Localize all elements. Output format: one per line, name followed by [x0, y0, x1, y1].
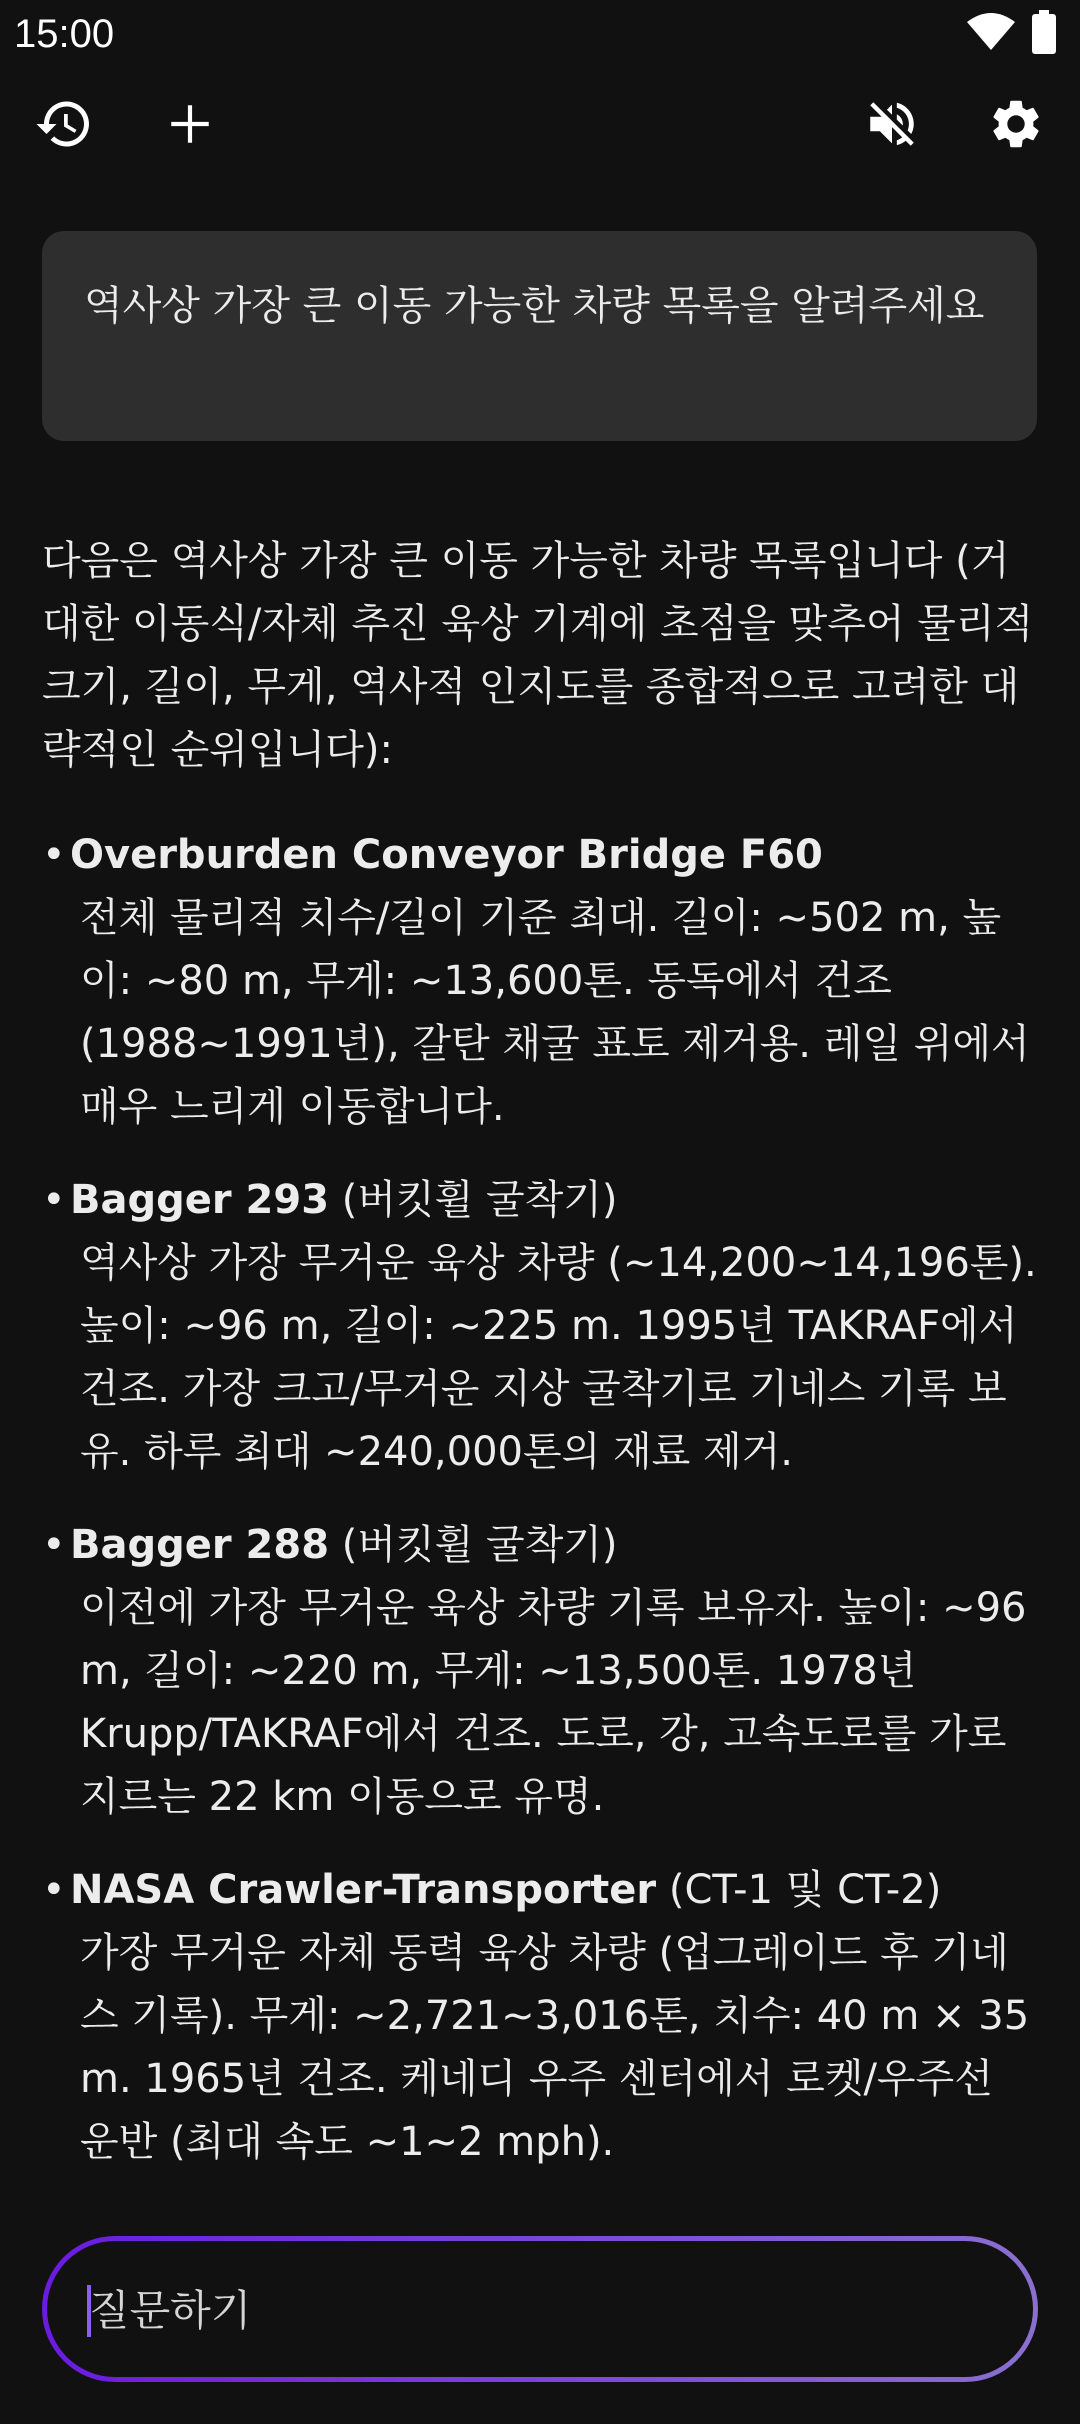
battery-icon	[1030, 10, 1058, 58]
item-description: 이전에 가장 무거운 육상 차량 기록 보유자. 높이: ~96 m, 길이: ~220 m, 무게: ~13,500톤. 1978년 Krupp/TAKRAF에서 건조. 도로, 강, 고속도로를 가로지르는 22 km 이동으로 유명.	[80, 1585, 1027, 1820]
status-icons	[966, 10, 1058, 58]
status-bar	[0, 0, 1080, 80]
item-subtitle: (버킷휠 굴착기)	[329, 1522, 618, 1568]
bullet: •	[42, 1867, 66, 1913]
top-toolbar	[0, 88, 1080, 164]
item-title: Overburden Conveyor Bridge F60	[70, 832, 823, 878]
new-chat-button[interactable]	[152, 88, 228, 164]
user-message-bubble	[42, 231, 1037, 441]
gear-icon	[987, 95, 1045, 157]
assistant-answer	[42, 530, 1042, 2190]
bullet: •	[42, 1522, 66, 1568]
item-subtitle: (CT-1 및 CT-2)	[656, 1867, 942, 1913]
list-item	[42, 824, 1042, 1139]
bullet: •	[42, 1177, 66, 1223]
list-item	[42, 1859, 1042, 2174]
ask-input[interactable]	[87, 2241, 993, 2379]
item-description: 역사상 가장 무거운 육상 차량 (~14,200~14,196톤). 높이: ~96 m, 길이: ~225 m. 1995년 TAKRAF에서 건조. 가장 크고/무거운 지상 굴착기로 기네스 기록 보유. 하루 최대 ~240,000톤의 재료 제거.	[80, 1240, 1037, 1475]
mute-button[interactable]	[854, 88, 930, 164]
status-time: 15:00	[14, 12, 115, 56]
volume-off-icon	[863, 95, 921, 157]
item-title: Bagger 293	[70, 1177, 330, 1223]
history-button[interactable]	[26, 88, 102, 164]
answer-intro: 다음은 역사상 가장 큰 이동 가능한 차량 목록입니다 (거대한 이동식/자체 추진 육상 기계에 초점을 맞추어 물리적 크기, 길이, 무게, 역사적 인지도를 종합적으로 고려한 대략적인 순위입니다):	[42, 538, 1034, 773]
list-item	[42, 1514, 1042, 1829]
item-subtitle: (버킷휠 굴착기)	[329, 1177, 618, 1223]
list-item	[42, 1169, 1042, 1484]
settings-button[interactable]	[978, 88, 1054, 164]
history-icon	[34, 94, 94, 158]
item-description: 전체 물리적 치수/길이 기준 최대. 길이: ~502 m, 높이: ~80 m, 무게: ~13,600톤. 동독에서 건조(1988~1991년), 갈탄 채굴 표토 제거용. 레일 위에서 매우 느리게 이동합니다.	[80, 895, 1030, 1130]
plus-icon	[165, 99, 215, 153]
composer-area	[0, 2190, 1080, 2424]
bullet: •	[42, 832, 66, 878]
wifi-icon	[966, 12, 1016, 56]
text-cursor	[87, 2285, 91, 2337]
item-title: NASA Crawler-Transporter	[70, 1867, 657, 1913]
user-message-text: 역사상 가장 큰 이동 가능한 차량 목록을 알려주세요	[84, 283, 985, 329]
item-title: Bagger 288	[70, 1522, 330, 1568]
ask-input-container[interactable]	[42, 2236, 1038, 2382]
item-description: 가장 무거운 자체 동력 육상 차량 (업그레이드 후 기네스 기록). 무게: ~2,721~3,016톤, 치수: 40 m × 35 m. 1965년 건조. 케네디 우주 센터에서 로켓/우주선 운반 (최대 속도 ~1~2 mph).	[80, 1930, 1030, 2165]
